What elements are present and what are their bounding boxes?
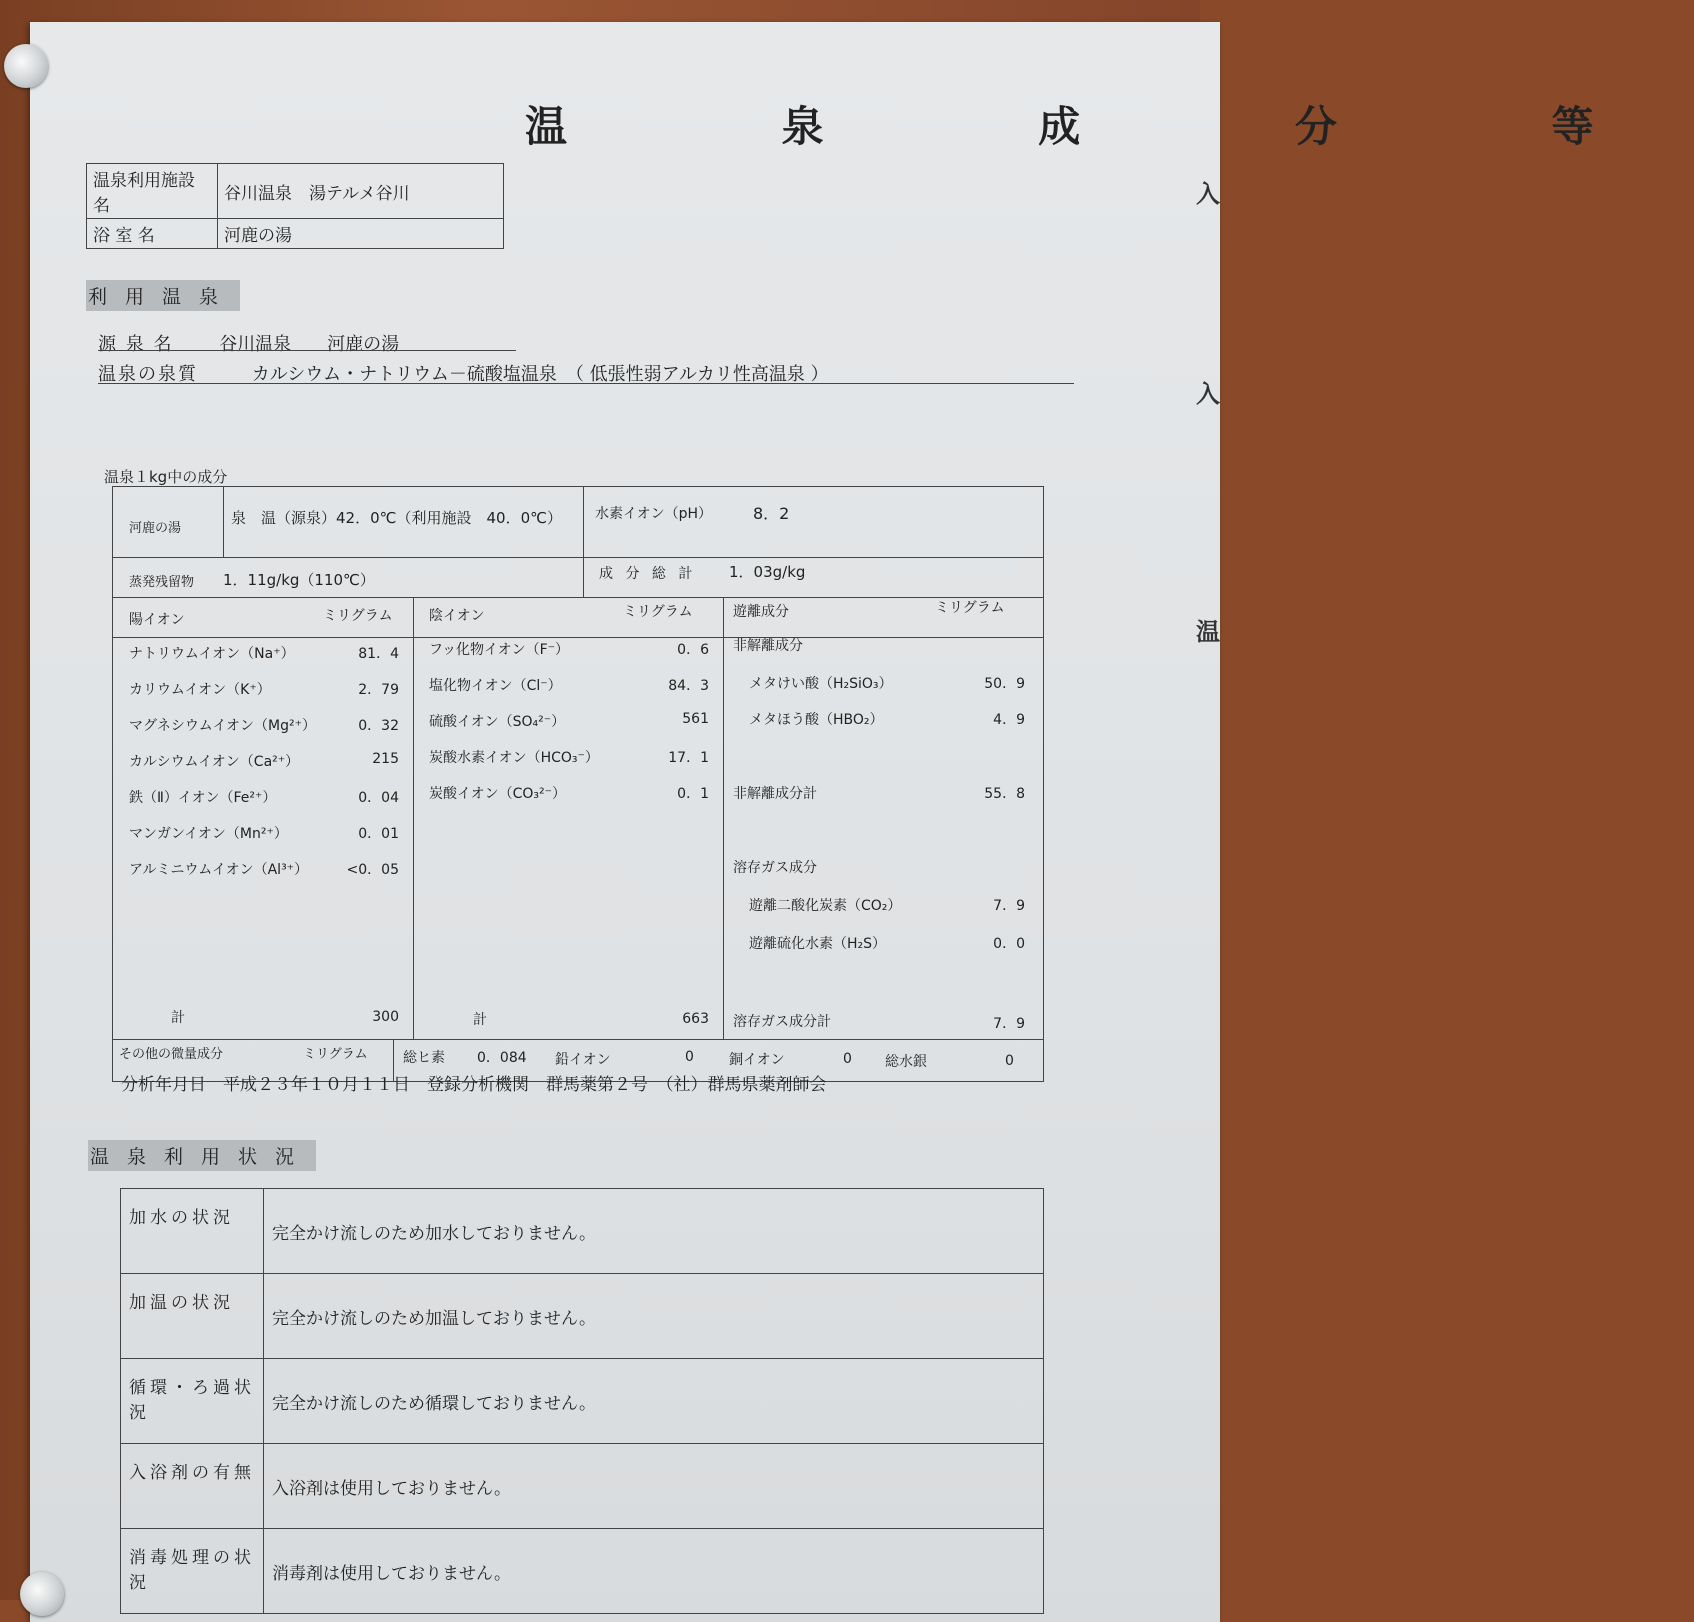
usage-value: 消毒剤は使用しておりません。 (264, 1529, 1044, 1614)
source-label: 源 泉 名 (98, 334, 174, 355)
gas-total-label: 溶存ガス成分計 (733, 1014, 831, 1030)
quality-value: カルシウム・ナトリウム－硫酸塩温泉 （ 低張性弱アルカリ性高温泉 ） (251, 364, 829, 385)
nondissociated-total-label: 非解離成分計 (733, 786, 817, 802)
total-label: 成 分 総 計 (599, 566, 697, 582)
gas-name: 遊離硫化水素（H₂S） (749, 936, 887, 952)
cation-header: 陽イオン (129, 612, 185, 628)
col-divider (583, 487, 584, 597)
row-divider (113, 557, 1043, 558)
col-divider (723, 597, 724, 1039)
cation-name: ナトリウムイオン（Na⁺） (129, 646, 295, 662)
usage-label: 入浴剤の有無 (121, 1444, 264, 1529)
bathroom-label: 浴 室 名 (87, 219, 218, 249)
usage-value: 完全かけ流しのため加水しておりません。 (264, 1189, 1044, 1274)
analysis-caption: 温泉１kg中の成分 (104, 468, 228, 486)
cation-total: 300 (372, 1009, 399, 1025)
usage-row (121, 1529, 1044, 1614)
usage-row (121, 1189, 1044, 1274)
anion-value: 0．1 (677, 786, 709, 802)
trace-value: 0 (685, 1049, 694, 1065)
cation-value: <0．05 (346, 862, 399, 878)
row-divider (113, 1039, 1043, 1040)
facility-label: 温泉利用施設名 (87, 164, 218, 219)
cation-name: カルシウムイオン（Ca²⁺） (129, 754, 300, 770)
ph-label: 水素イオン（pH） (595, 506, 712, 522)
nondissociated-header: 非解離成分 (733, 638, 803, 654)
unit-label: ミリグラム (323, 608, 393, 624)
cation-name: マグネシウムイオン（Mg²⁺） (129, 718, 316, 734)
usage-label: 加水の状況 (121, 1189, 264, 1274)
anion-value: 17．1 (668, 750, 709, 766)
temperature: 泉 温（源泉）42．0℃（利用施設 40．0℃） (231, 509, 562, 527)
sum-label: 計 (473, 1012, 487, 1028)
cation-name: アルミニウムイオン（Al³⁺） (129, 862, 309, 878)
total-value: 1．03g/kg (729, 563, 806, 581)
usage-label: 循環・ろ過状況 (121, 1359, 264, 1444)
ph-value: 8．2 (753, 504, 790, 523)
usage-row (121, 1359, 1044, 1444)
edge-char: 入 (1196, 180, 1220, 208)
gas-header: 溶存ガス成分 (733, 860, 817, 876)
residue-label: 蒸発残留物 (129, 575, 195, 590)
gas-name: 遊離二酸化炭素（CO₂） (749, 898, 902, 914)
residue-value: 1．11g/kg（110℃） (223, 571, 375, 589)
facility-name: 谷川温泉 湯テルメ谷川 (218, 164, 504, 219)
trace-value: 0．084 (477, 1050, 527, 1066)
cation-name: マンガンイオン（Mn²⁺） (129, 826, 288, 842)
analysis-date: 分析年月日 平成２３年１０月１１日 登録分析機関 群馬薬第２号 （社）群馬県薬剤師会 (121, 1075, 827, 1095)
cation-name: 鉄（Ⅱ）イオン（Fe²⁺） (129, 790, 277, 806)
anion-name: 塩化物イオン（Cl⁻） (429, 678, 562, 694)
anion-total: 663 (682, 1011, 709, 1027)
gas-value: 7．9 (993, 898, 1025, 914)
unit-label: ミリグラム (303, 1047, 368, 1062)
free-header: 遊離成分 (733, 604, 789, 620)
edge-char: 温 (1196, 618, 1220, 646)
col-divider (413, 597, 414, 1039)
unit-label: ミリグラム (623, 604, 693, 620)
trace-label: その他の微量成分 (119, 1047, 224, 1062)
quality-label: 温泉の泉質 (98, 364, 198, 385)
usage-label: 加温の状況 (121, 1274, 264, 1359)
nondissociated-value: 50．9 (984, 676, 1025, 692)
anion-header: 陰イオン (429, 608, 485, 624)
cation-value: 215 (372, 751, 399, 767)
usage-value: 完全かけ流しのため循環しておりません。 (264, 1359, 1044, 1444)
anion-value: 561 (682, 711, 709, 727)
gas-total: 7．9 (993, 1016, 1025, 1032)
thumbtack (20, 1572, 64, 1616)
analysis-table (112, 486, 1044, 1082)
source-value: 谷川温泉 河鹿の湯 (219, 334, 400, 355)
trace-value: 0 (1005, 1053, 1014, 1069)
anion-value: 84．3 (668, 678, 709, 694)
anion-value: 0．6 (677, 642, 709, 658)
source-row (98, 330, 399, 356)
anion-name: 炭酸水素イオン（HCO₃⁻） (429, 750, 599, 766)
nondissociated-value: 4．9 (993, 712, 1025, 728)
row-divider (113, 637, 1043, 638)
trace-name: 総水銀 (885, 1054, 927, 1070)
trace-value: 0 (843, 1051, 852, 1067)
section-heading: 利用温泉 (86, 280, 240, 311)
bathroom-name: 河鹿の湯 (218, 219, 504, 249)
nondissociated-total: 55．8 (984, 786, 1025, 802)
usage-value: 完全かけ流しのため加温しておりません。 (264, 1274, 1044, 1359)
usage-value: 入浴剤は使用しておりません。 (264, 1444, 1044, 1529)
thumbtack (4, 44, 48, 88)
anion-name: 硫酸イオン（SO₄²⁻） (429, 714, 566, 730)
usage-row (121, 1274, 1044, 1359)
underline (98, 383, 1074, 384)
trace-name: 総ヒ素 (403, 1050, 445, 1066)
anion-name: 炭酸イオン（CO₃²⁻） (429, 786, 566, 802)
nondissociated-name: メタけい酸（H₂SiO₃） (749, 676, 893, 692)
usage-table (120, 1188, 1044, 1614)
cation-value: 0．04 (358, 790, 399, 806)
anion-name: フッ化物イオン（F⁻） (429, 642, 570, 658)
cation-value: 0．32 (358, 718, 399, 734)
col-divider (223, 487, 224, 557)
nondissociated-name: メタほう酸（HBO₂） (749, 712, 884, 728)
sum-label: 計 (171, 1010, 185, 1026)
underline (98, 350, 516, 351)
section-heading: 温泉利用状況 (88, 1140, 316, 1171)
row-divider (113, 597, 1043, 598)
trace-name: 鉛イオン (555, 1052, 611, 1068)
facility-box (86, 163, 504, 249)
cation-value: 2．79 (358, 682, 399, 698)
trace-name: 銅イオン (729, 1052, 785, 1068)
bath-name: 河鹿の湯 (129, 521, 182, 536)
usage-row (121, 1444, 1044, 1529)
gas-value: 0．0 (993, 936, 1025, 952)
unit-label: ミリグラム (935, 600, 1005, 616)
cation-value: 81．4 (358, 646, 399, 662)
edge-char: 入 (1196, 380, 1220, 408)
page-title: 温 泉 成 分 等 (525, 102, 1694, 151)
cation-name: カリウムイオン（K⁺） (129, 682, 271, 698)
usage-label: 消毒処理の状況 (121, 1529, 264, 1614)
cation-value: 0．01 (358, 826, 399, 842)
